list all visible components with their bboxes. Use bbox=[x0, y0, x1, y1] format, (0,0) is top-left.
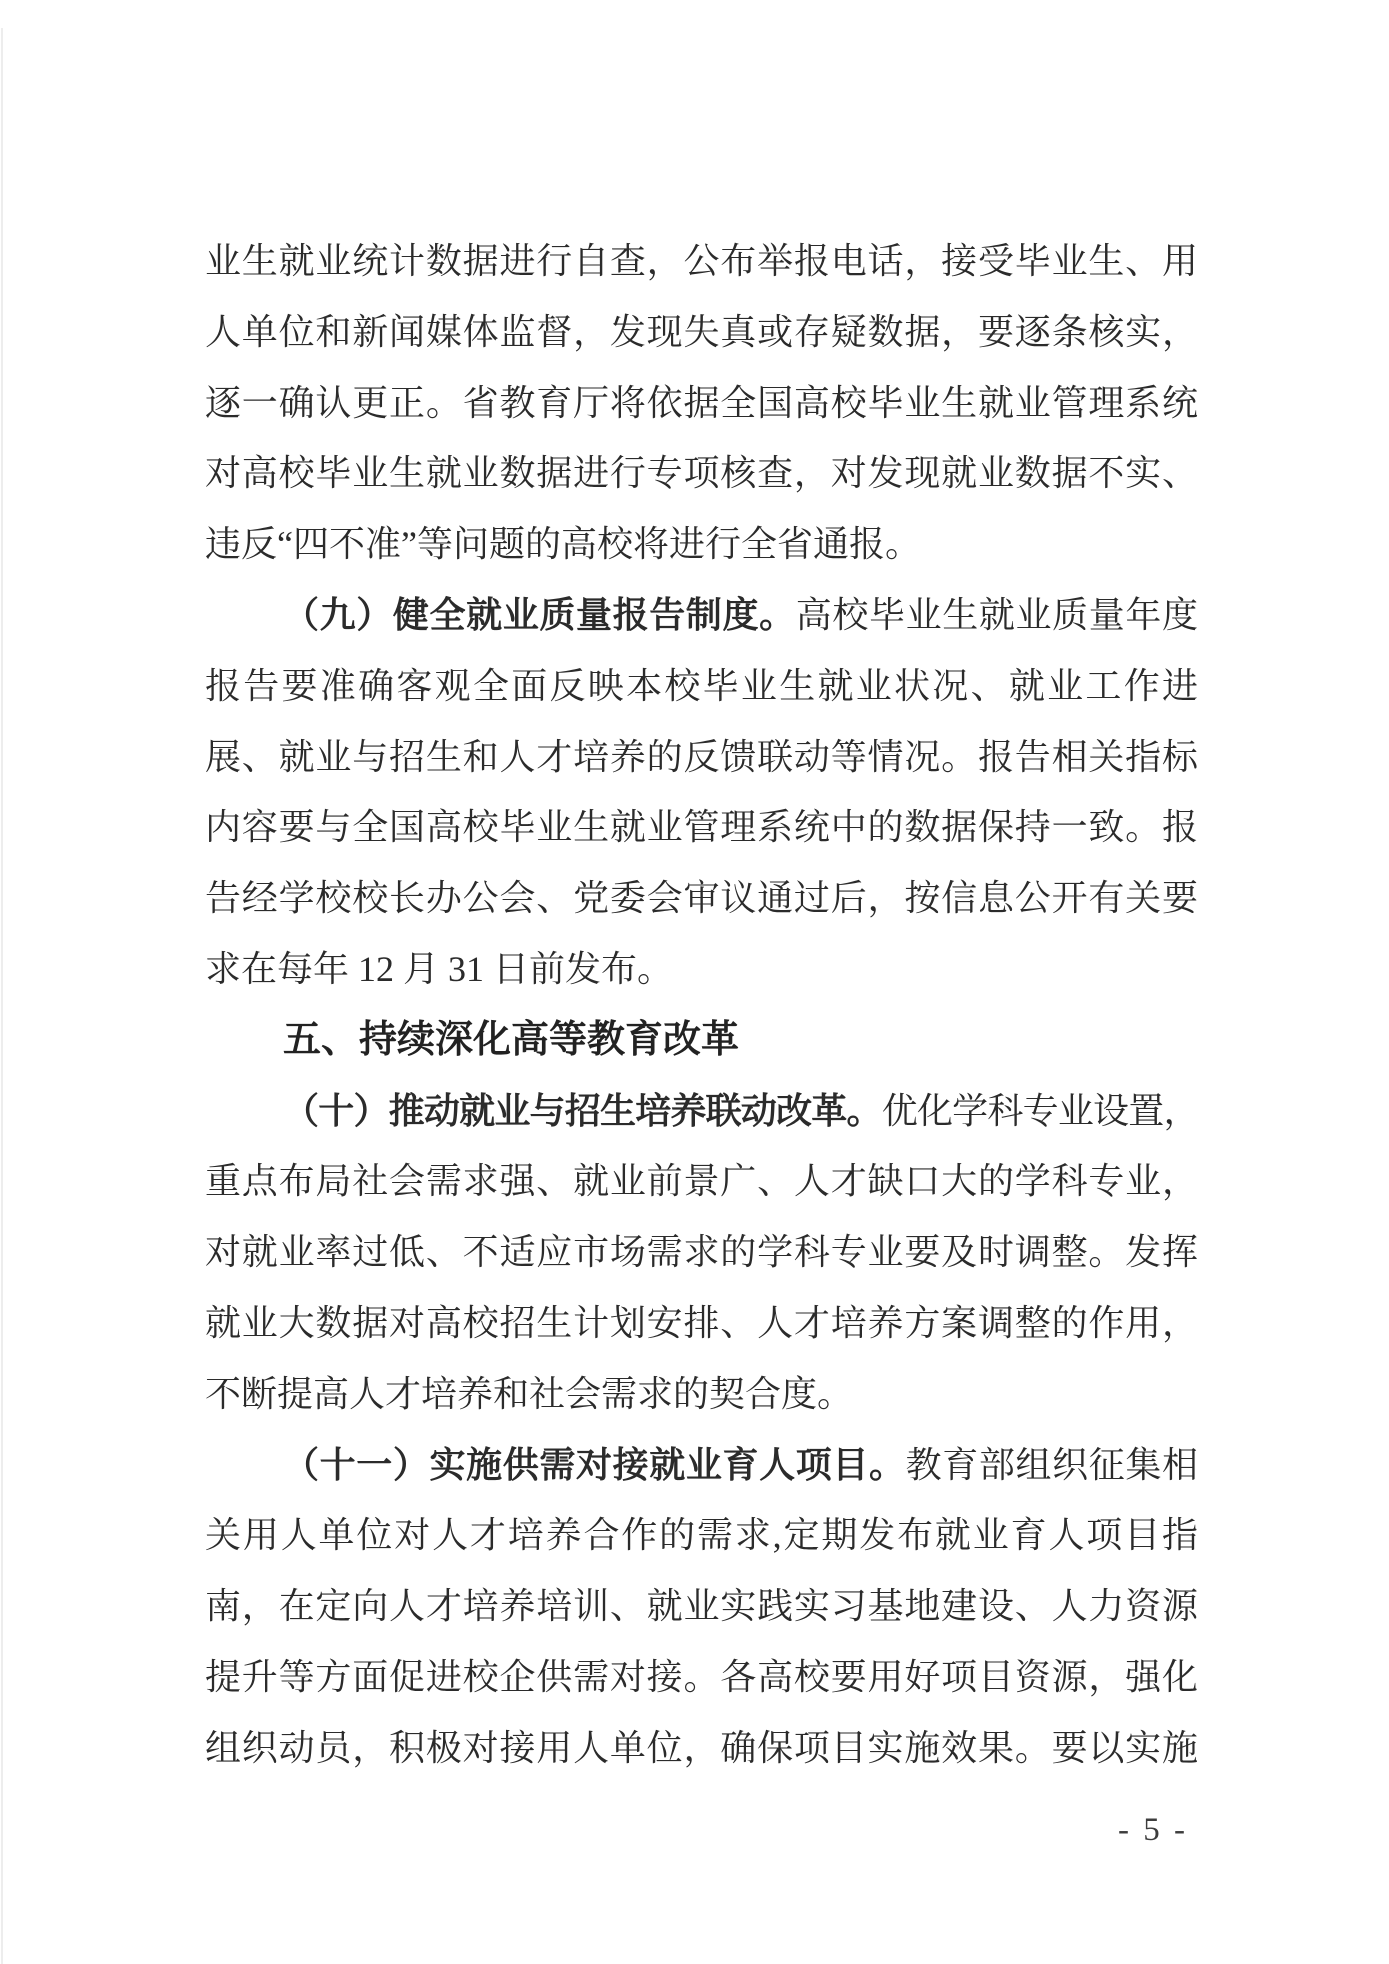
text-line: 业生就业统计数据进行自查，公布举报电话，接受毕业生、用 bbox=[205, 241, 1198, 281]
text-line: 展、就业与招生和人才培养的反馈联动等情况。报告相关指标 bbox=[205, 736, 1198, 777]
text-line: 报告要准确客观全面反映本校毕业生就业状况、就业工作进 bbox=[205, 665, 1198, 706]
text-line: 不断提高人才培养和社会需求的契合度。 bbox=[205, 1373, 854, 1414]
text-line: 南，在定向人才培养培训、就业实践实习基地建设、人力资源 bbox=[205, 1586, 1198, 1627]
text-line: 重点布局社会需求强、就业前景广、人才缺口大的学科专业， bbox=[205, 1161, 1198, 1202]
item-title: （十一）实施供需对接就业育人项目。 bbox=[283, 1444, 906, 1485]
scan-edge-artifact bbox=[1, 28, 3, 1964]
item-title: （十）推动就业与招生培养联动改革。 bbox=[283, 1090, 882, 1131]
page-number: - 5 - bbox=[1118, 1812, 1188, 1848]
text-line: 对就业率过低、不适应市场需求的学科专业要及时调整。发挥 bbox=[205, 1232, 1198, 1273]
text-line: 就业大数据对高校招生计划安排、人才培养方案调整的作用， bbox=[205, 1302, 1198, 1343]
text-line: 内容要与全国高校毕业生就业管理系统中的数据保持一致。报 bbox=[205, 807, 1198, 848]
text-line: 组织动员，积极对接用人单位，确保项目实施效果。要以实施 bbox=[205, 1727, 1198, 1768]
text-line: 关用人单位对人才培养合作的需求,定期发布就业育人项目指 bbox=[205, 1515, 1198, 1556]
text-line: （十一）实施供需对接就业育人项目。教育部组织征集相 bbox=[283, 1444, 1198, 1485]
text-line: 违反“四不准”等问题的高校将进行全省通报。 bbox=[205, 524, 921, 565]
document-body bbox=[205, 226, 1198, 1784]
text-line: （九）健全就业质量报告制度。高校毕业生就业质量年度 bbox=[283, 594, 1198, 635]
text-line: 逐一确认更正。省教育厅将依据全国高校毕业生就业管理系统 bbox=[205, 382, 1198, 423]
text-line: 对高校毕业生就业数据进行专项核查，对发现就业数据不实、 bbox=[205, 453, 1198, 494]
item-title: （九）健全就业质量报告制度。 bbox=[283, 594, 796, 635]
text-line: 人单位和新闻媒体监督，发现失真或存疑数据，要逐条核实， bbox=[205, 311, 1198, 352]
text-line: 提升等方面促进校企供需对接。各高校要用好项目资源，强化 bbox=[205, 1656, 1198, 1697]
text-line: 告经学校校长办公会、党委会审议通过后，按信息公开有关要 bbox=[205, 878, 1198, 919]
text-line: （十）推动就业与招生培养联动改革。优化学科专业设置， bbox=[283, 1090, 1198, 1131]
text-line: 求在每年 12 月 31 日前发布。 bbox=[205, 948, 674, 989]
section-heading: 五、持续深化高等教育改革 bbox=[283, 1018, 740, 1061]
